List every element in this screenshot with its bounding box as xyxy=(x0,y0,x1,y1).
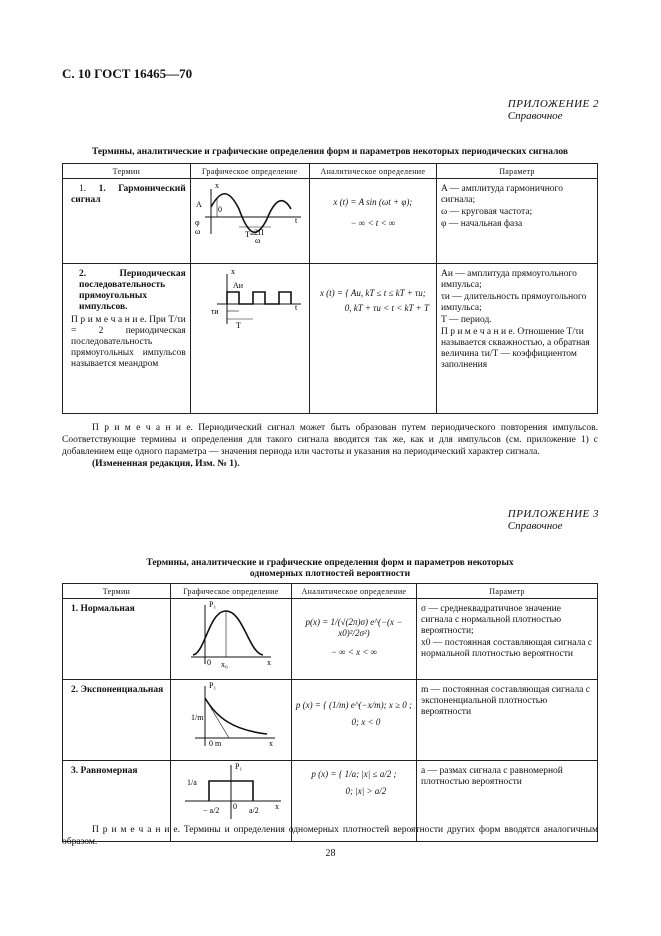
svg-text:0: 0 xyxy=(208,739,213,748)
svg-text:a/2: a/2 xyxy=(248,806,259,815)
svg-text:x: x xyxy=(274,802,279,811)
page-number: 28 xyxy=(325,848,336,859)
probability-density-table xyxy=(62,583,598,842)
normal-density-graph xyxy=(171,599,291,675)
appendix2-heading xyxy=(508,98,599,122)
col-graphic: Графическое определение xyxy=(170,584,291,599)
svg-text:t: t xyxy=(294,303,297,312)
svg-text:0: 0 xyxy=(206,658,211,667)
graphic-harmonic xyxy=(190,179,309,264)
svg-text:P₁: P₁ xyxy=(208,681,217,690)
svg-text:x₀: x₀ xyxy=(220,660,228,669)
svg-text:1/m: 1/m xyxy=(190,713,204,722)
svg-text:− a/2: − a/2 xyxy=(202,806,220,815)
harmonic-signal-graph xyxy=(191,179,309,259)
appendix2-subtitle: Справочное xyxy=(507,110,563,122)
params-pulse: Aи — амплитуда прямоугольного импульса; τи — длительность прямоугольного импульса; T — период. П р и м е ч а н и е. Отношение T/τи называется скважностью, а обратная величина τи/T — коэффициентом заполнения xyxy=(436,264,597,414)
svg-text:x: x xyxy=(266,658,271,667)
svg-text:T=: T= xyxy=(244,230,255,239)
svg-text:T: T xyxy=(235,321,241,330)
term-normal: 1. Нормальная xyxy=(63,599,171,680)
params-harmonic: A — амплитуда гармоничного сигнала; ω — круговая частота; φ — начальная фаза xyxy=(436,179,597,264)
svg-text:A: A xyxy=(195,200,202,209)
svg-text:x: x xyxy=(268,739,273,748)
params-uniform: a — размах сигнала с равномерной плотностью вероятности xyxy=(417,761,598,842)
page-header: С. 10 ГОСТ 16465—70 xyxy=(62,66,193,81)
svg-text:Aи: Aи xyxy=(232,281,243,290)
graphic-pulse xyxy=(190,264,309,414)
appendix3-note: П р и м е ч а н и е. Термины и определения одномерных плотностей вероятности других форм вводятся аналогичным образом. xyxy=(62,825,598,847)
col-parameter: Параметр xyxy=(417,584,598,599)
appendix2-table-title: Термины, аналитические и графические определения форм и параметров некоторых периодических сигналов xyxy=(91,147,569,157)
col-term: Термин xyxy=(63,164,191,179)
params-normal: σ — среднеквадратичное значение сигнала с нормальной плотностью вероятности; x0 — постоянная составляющая сигнала с нормальной плотностью вероятности xyxy=(417,599,598,680)
svg-text:0: 0 xyxy=(232,802,237,811)
pulse-sequence-graph xyxy=(191,264,309,344)
periodic-signals-table xyxy=(62,163,598,414)
col-parameter: Параметр xyxy=(436,164,597,179)
svg-text:2Π: 2Π xyxy=(253,228,264,237)
col-analytic: Аналитическое определение xyxy=(291,584,416,599)
col-graphic: Графическое определение xyxy=(190,164,309,179)
svg-text:ω: ω xyxy=(254,236,261,245)
params-exponential: m — постоянная составляющая сигнала с экспоненциальной плотностью вероятности xyxy=(417,680,598,761)
svg-text:φ: φ xyxy=(194,218,200,227)
appendix2-note: П р и м е ч а н и е. Периодический сигнал может быть образован путем периодического повторения импульсов. Соответствующие термины и определения для такого сигнала вводятся так же, как и для импульсов (см. приложение 1) с добавлением еще одного параметра — значения периода или частоты и указания на периодический характер сигнала. (Измененная редакция, Изм. № 1). xyxy=(62,423,598,469)
formula-uniform: p (x) = { 1/a; |x| ≤ a/2 ; 0; |x| > a/2 xyxy=(291,761,416,842)
appendix3-title: ПРИЛОЖЕНИЕ 3 xyxy=(507,508,599,520)
svg-text:τи: τи xyxy=(210,307,219,316)
graphic-normal xyxy=(170,599,291,680)
svg-text:ω: ω xyxy=(194,227,201,236)
pulse-note: П р и м е ч а н и е. При T/τи = 2 периодическая последовательность прямоугольных импульсов называется меандром xyxy=(71,315,186,369)
col-analytic: Аналитическое определение xyxy=(309,164,436,179)
svg-text:m: m xyxy=(214,739,222,748)
term-uniform: 3. Равномерная xyxy=(63,761,171,842)
appendix3-subtitle: Справочное xyxy=(507,520,563,532)
appendix3-table-title: Термины, аналитические и графические определения форм и параметров некоторых одномерных плотностей вероятности xyxy=(146,558,514,579)
term-exponential: 2. Экспоненциальная xyxy=(63,680,171,761)
svg-text:P₁: P₁ xyxy=(208,600,217,609)
svg-text:x: x xyxy=(214,181,219,190)
exponential-density-graph xyxy=(171,680,291,756)
appendix3-heading xyxy=(508,508,599,532)
col-term: Термин xyxy=(63,584,171,599)
formula-pulse: x (t) = { Aи, kT ≤ t ≤ kT + τи; 0, kT + τи < t < kT + T xyxy=(309,264,436,414)
svg-text:1/a: 1/a xyxy=(186,778,197,787)
formula-harmonic: x (t) = A sin (ωt + φ); − ∞ < t < ∞ xyxy=(309,179,436,264)
svg-text:P₁: P₁ xyxy=(234,762,243,771)
svg-text:x: x xyxy=(230,267,235,276)
appendix2-title: ПРИЛОЖЕНИЕ 2 xyxy=(507,98,599,110)
formula-exponential: p (x) = { (1/m) e^(−x/m); x ≥ 0 ; 0; x < 0 xyxy=(291,680,416,761)
term-pulse-sequence: 2. Периодическая последовательность прямоугольных импульсов. П р и м е ч а н и е. При T/τи = 2 периодическая последовательность прямоугольных импульсов называется меандром xyxy=(63,264,191,414)
graphic-exponential xyxy=(170,680,291,761)
svg-text:t: t xyxy=(294,216,297,225)
formula-normal: p(x) = 1/(√(2π)σ) e^(−(x − x0)²/2σ²) − ∞ < x < ∞ xyxy=(291,599,416,680)
svg-text:0: 0 xyxy=(217,205,222,214)
term-harmonic: 1. 1. Гармонический сигнал xyxy=(63,179,191,264)
